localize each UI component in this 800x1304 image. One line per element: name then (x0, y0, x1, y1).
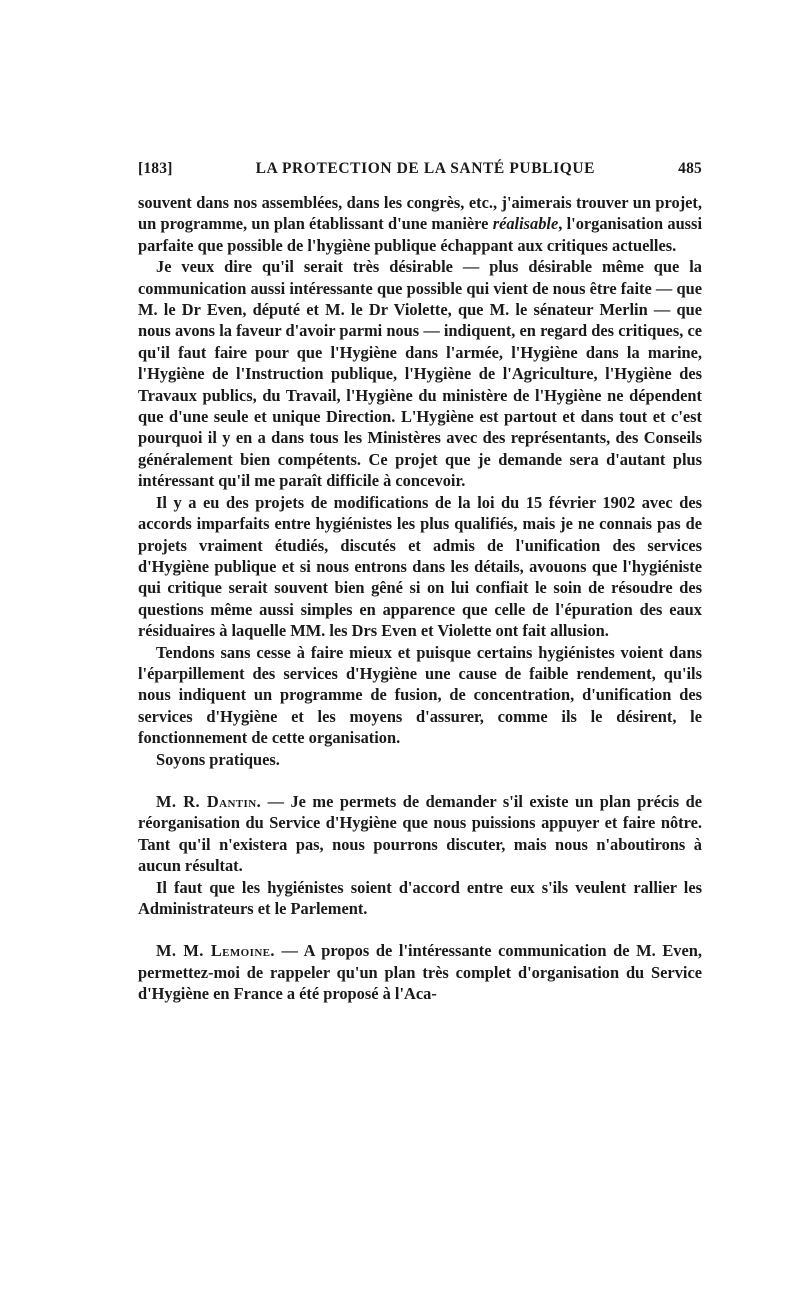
page-number: 485 (678, 160, 702, 177)
body-text (138, 192, 702, 1005)
emphasized-word: réalisable (492, 214, 559, 234)
paragraph: Soyons pratiques. (156, 749, 280, 769)
page-reference: [183] (138, 160, 173, 177)
running-title: LA PROTECTION DE LA SANTÉ PUBLIQUE (255, 160, 596, 177)
speaker-name: M. M. Lemoine. (156, 941, 275, 961)
paragraph-continuation (138, 192, 702, 256)
speech-dantin (138, 791, 702, 877)
paragraph: Je veux dire qu'il serait très désirable — plus désirable même que la communication aussi intéressante que possible qui vient de nous être faite — que M. le Dr Even, député et M. le Dr Violette, que M. le sénateur Merlin — que nous avons la faveur d'avoir parmi nous — indiquent, en regard des critiques, ce qu'il faut faire pour que l'Hygiène dans l'armée, l'Hygiène dans la marine, l'Hygiène de l'Instruction publique, l'Hygiène de l'Agriculture, l'Hygiène des Travaux publics, du Travail, l'Hygiène du ministère de l'Hygiène ne dépendent que d'une seule et unique Direction. L'Hygiène est partout et dans tout et c'est pourquoi il y en a dans tous les Ministères avec des représentants, des Conseils généralement bien compétents. Ce projet que je demande sera d'autant plus intéressant qu'il me paraît difficile à concevoir. (138, 257, 702, 491)
paragraph: Il faut que les hygiénistes soient d'accord entre eux s'ils veulent rallier les Administrateurs et le Parlement. (138, 877, 702, 918)
running-header (138, 160, 702, 186)
speech-text: — Je me permets de demander s'il existe un plan précis de réorganisation du Service d'Hygiène que nous puissions appuyer et faire nôtre. Tant qu'il n'existera pas, nous pourrons discuter, mais nous n'aboutirons à aucun résultat. (138, 791, 702, 876)
paragraph: Tendons sans cesse à faire mieux et puisque certains hygiénistes voient dans l'éparpillement des services d'Hygiène une cause de faible rendement, qu'ils nous indiquent un programme de fusion, de concentration, d'unification des services d'Hygiène et les moyens d'assurer, comme ils le désirent, le fonctionnement de cette organisation. (138, 642, 702, 748)
speech-lemoine (138, 940, 702, 1004)
section-gap (138, 919, 702, 940)
book-page (138, 160, 702, 1005)
speech-text: — A propos de l'intéressante communication de M. Even, permettez-moi de rappeler qu'un plan très complet d'organisation du Service d'Hygiène en France a été proposé à l'Aca- (138, 941, 702, 1004)
paragraph: Il y a eu des projets de modifications de la loi du 15 février 1902 avec des accords imparfaits entre hygiénistes les plus qualifiés, mais je ne connais pas de projets vraiment étudiés, discutés et admis de l'unification des services d'Hygiène publique et si nous entrons dans les détails, avouons que l'hygiéniste qui critique serait souvent bien gêné si on lui confiait le soin de résoudre des questions même aussi simples en apparence que celle de l'épuration des eaux résiduaires à laquelle MM. les Drs Even et Violette ont fait allusion. (138, 492, 702, 641)
paragraph-segment: , l'organisation aussi parfaite que possible de l'hygiène publique échappant aux critiques actuelles. (138, 214, 702, 255)
section-gap (138, 770, 702, 791)
paragraph-segment: souvent dans nos assemblées, dans les congrès, etc., j'aimerais trouver un projet, un programme, un plan établissant d'une manière (138, 193, 702, 234)
speaker-name: M. R. Dantin. (156, 791, 262, 811)
